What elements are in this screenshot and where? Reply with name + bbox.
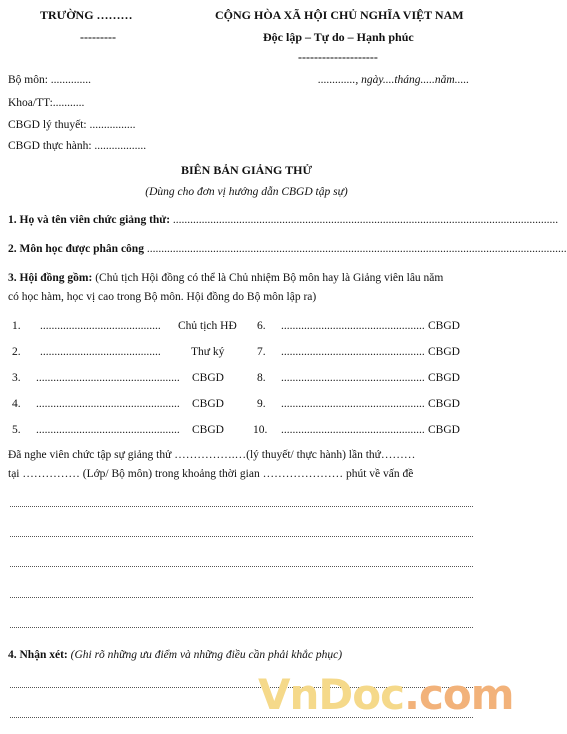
council-role: Chủ tịch HĐ [178,320,237,332]
watermark-part-2: .com [404,670,514,719]
council-role: CBGD [192,398,224,410]
department-field: Bộ môn: .............. [8,74,92,86]
council-role: CBGD [428,424,460,436]
faculty-field: Khoa/TT:........... [8,97,85,109]
council-role: Thư ký [191,346,225,358]
section-4-note: (Ghi rõ những ưu điểm và những điều cần phải khắc phục) [67,649,343,661]
lecture-info-line-1: Đã nghe viên chức tập sự giảng thử …………….…(lý thuyết/ thực hành) lần thứ……… [8,449,416,461]
council-role: CBGD [428,398,460,410]
section-2 [8,243,567,255]
council-num: 7. [257,346,266,358]
council-num: 5. [12,424,21,436]
council-dots: .......................................... [40,346,161,358]
council-num: 3. [12,372,21,384]
section-2-label: 2. Môn học được phân công [8,243,144,255]
section-1-label: 1. Họ và tên viên chức giảng thử: [8,214,171,226]
school-underline: --------- [80,30,116,44]
council-dots: .................................................. [281,372,425,384]
vndoc-watermark-logo [258,670,514,719]
council-role: CBGD [192,424,224,436]
answer-line [10,566,473,567]
lecture-info-line-2: tại …………… (Lớp/ Bộ môn) trong khoảng thời gian ………………… phút về vấn đề [8,468,414,480]
section-1 [8,214,559,226]
council-dots: .................................................. [36,424,180,436]
council-num: 1. [12,320,21,332]
council-dots: .................................................. [36,372,180,384]
council-role: CBGD [428,320,460,332]
council-role: CBGD [192,372,224,384]
council-role: CBGD [428,346,460,358]
council-dots: .................................................. [281,320,425,332]
council-dots: .................................................. [281,398,425,410]
council-num: 10. [253,424,268,436]
answer-line [10,536,473,537]
theory-lecturer-field: CBGD lý thuyết: ................ [8,119,136,131]
section-3-label: 3. Hội đồng gồm: [8,272,93,284]
council-num: 6. [257,320,266,332]
document-title: BIÊN BẢN GIẢNG THỬ [180,163,313,177]
section-3-note-line1: (Chủ tịch Hội đồng có thể là Chủ nhiệm Bộ môn hay là Giảng viên lâu năm [92,272,444,284]
council-num: 9. [257,398,266,410]
answer-line [10,597,473,598]
motto-underline: -------------------- [298,50,378,64]
council-num: 8. [257,372,266,384]
section-4-label: 4. Nhận xét: [8,649,68,661]
school-name: TRƯỜNG ……… [40,8,133,22]
country-name: CỘNG HÒA XÃ HỘI CHỦ NGHĨA VIỆT NAM [215,8,464,22]
answer-line [10,506,473,507]
council-dots: .......................................... [40,320,161,332]
document-subtitle: (Dùng cho đơn vị hướng dẫn CBGD tập sự) [145,186,348,198]
council-num: 4. [12,398,21,410]
council-num: 2. [12,346,21,358]
council-dots: .................................................. [281,346,425,358]
section-1-dots: ...................................................................................................................................... [172,214,559,226]
answer-line [10,627,473,628]
council-dots: .................................................. [281,424,425,436]
section-3-note-line2: có học hàm, học vị cao trong Bộ môn. Hội đồng do Bộ môn lập ra) [8,291,317,303]
date-field: ............., ngày....tháng.....năm..... [318,74,470,86]
section-3 [8,272,478,284]
council-role: CBGD [428,372,460,384]
council-dots: .................................................. [36,398,180,410]
section-4 [8,649,342,661]
practice-lecturer-field: CBGD thực hành: .................. [8,140,147,152]
motto: Độc lập – Tự do – Hạnh phúc [263,30,414,44]
watermark-part-1: VnDoc [258,670,405,719]
section-2-dots: .................................................................................................................................................. [146,243,567,255]
